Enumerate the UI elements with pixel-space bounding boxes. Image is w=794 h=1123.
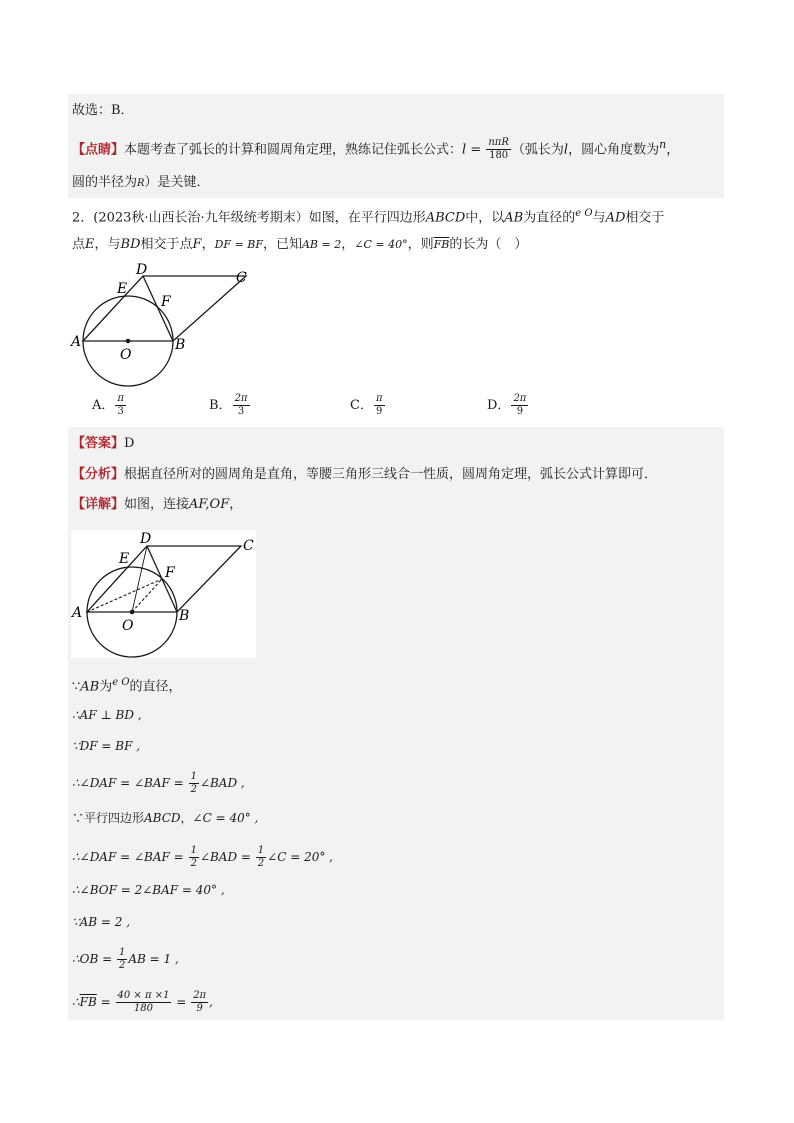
label-d: D	[140, 531, 152, 547]
option-c-den: 9	[376, 406, 383, 417]
arc-formula-fraction	[486, 137, 511, 162]
equals-2: =	[176, 995, 187, 1009]
half-fraction	[117, 947, 127, 972]
figure-background	[71, 530, 256, 658]
label-c: C	[236, 270, 247, 286]
answer-value: D	[124, 436, 135, 451]
because-symbol: ∵	[72, 679, 81, 695]
analysis-text: 根据直径所对的圆周角是直角，等腰三角形三线合一性质，圆周角定理，弧长公式计算即可．	[124, 467, 658, 482]
step-9-b: AB = 1 ,	[128, 952, 179, 966]
label-b: B	[175, 337, 186, 353]
option-b-num: 2π	[234, 393, 248, 404]
half-den-2: 2	[257, 858, 265, 869]
step-4-b: ∠BAD ,	[199, 776, 245, 790]
label-a: A	[71, 334, 82, 350]
half-den-1: 2	[190, 858, 197, 869]
option-a-num: π	[117, 393, 124, 404]
q2-point-e: E	[85, 237, 95, 252]
step-3: ∵DF = BF ,	[72, 739, 141, 753]
solution-band-bottom	[68, 427, 724, 1020]
final-choice: 故选：B．	[72, 103, 134, 118]
half-fraction-1	[189, 845, 199, 870]
step-6-c: ∠C = 20° ,	[267, 850, 333, 864]
option-c-letter: C．	[350, 398, 373, 413]
half-num: 1	[119, 947, 126, 958]
formula-lhs: l =	[462, 142, 482, 158]
step-5-a: ∵平行四边形	[72, 811, 145, 825]
final-choice-line	[72, 102, 134, 120]
option-c-fraction	[374, 393, 385, 418]
step-5	[72, 809, 258, 827]
dianjing-text: 本题考查了弧长的计算和圆周角定理，熟练记住弧长公式：	[124, 142, 463, 158]
step-5-abcd: ABCD	[144, 811, 181, 825]
q2-text-c: 为直径的	[523, 210, 576, 226]
dianjing-text-b: （弧长为	[511, 142, 564, 158]
answer-line	[72, 435, 134, 453]
label-f: F	[165, 565, 175, 581]
step-4-a: ∴∠DAF = ∠BAF =	[72, 776, 184, 790]
q2-text-b: 中，以	[465, 210, 505, 226]
center-dot	[130, 610, 135, 615]
option-d-letter: D．	[487, 398, 511, 413]
dianjing-text-f: ）是关键．	[144, 175, 210, 190]
option-a-den: 3	[117, 406, 124, 417]
label-b: B	[179, 608, 190, 624]
option-c-num: π	[375, 393, 383, 404]
option-b-den: 3	[237, 406, 245, 417]
q2-abcd: ABCD	[425, 210, 466, 226]
q2-text-i: ，	[201, 237, 215, 252]
detail-text: 如图，连接	[124, 497, 190, 512]
q2-arc-fb: $\overline{FB}$	[433, 238, 450, 251]
therefore-symbol: ∴	[72, 995, 80, 1009]
label-o: O	[122, 618, 134, 634]
option-d-den: 9	[516, 406, 524, 417]
q2-bd: BD	[120, 237, 141, 252]
half-fraction	[189, 771, 199, 796]
var-n: n	[659, 138, 667, 151]
label-c: C	[243, 538, 254, 554]
step-6-b: ∠BAD =	[199, 850, 251, 864]
label-a: A	[72, 605, 83, 621]
step-10-comma: ,	[209, 995, 213, 1009]
step-2: ∴AF ⊥ BD ,	[72, 708, 142, 722]
detail-tag: 【详解】	[72, 497, 125, 512]
dianjing-text-e: 圆的半径为	[72, 175, 138, 190]
q2-text-d: 与	[592, 210, 606, 226]
q2-angle-c: ∠C = 40°	[354, 238, 408, 251]
label-o: O	[120, 347, 132, 363]
step-10	[72, 990, 213, 1015]
label-e: E	[117, 281, 128, 297]
label-f: F	[161, 294, 171, 310]
q2-text-l: ，则	[407, 237, 434, 252]
arc-fb: $\overline{FB}$	[79, 995, 97, 1009]
step-9	[72, 947, 179, 972]
label-d: D	[136, 262, 148, 278]
dianjing-text-d: ，	[666, 142, 680, 158]
analysis-line	[72, 466, 657, 484]
step-9-a: ∴OB =	[72, 952, 113, 966]
arc-num: 40 × π ×1	[117, 990, 170, 1001]
option-d-fraction	[511, 393, 528, 418]
step-1-text: 为	[99, 679, 113, 695]
q2-ab-2: AB = 2	[301, 238, 342, 251]
option-b-fraction	[233, 393, 250, 418]
solution-figure	[71, 530, 256, 658]
formula-numerator: nπR	[488, 137, 509, 149]
step-5-comma: ，	[180, 811, 193, 825]
q2-text-g: ，与	[94, 237, 121, 252]
option-a-fraction	[115, 393, 126, 418]
circle-symbol: e O	[575, 208, 593, 219]
step-6-a: ∴∠DAF = ∠BAF =	[72, 850, 184, 864]
dianjing-tag: 【点睛】	[72, 142, 125, 158]
question-figure	[68, 262, 268, 392]
option-a-letter: A．	[92, 398, 115, 413]
result-fraction	[191, 990, 208, 1015]
half-den: 2	[119, 960, 126, 971]
dianjing-text-c: ，圆心角度数为	[568, 142, 660, 158]
q2-ad: AD	[605, 210, 626, 226]
step-1	[72, 674, 182, 696]
arc-length-fraction	[116, 990, 172, 1015]
detail-segments: AF,OF	[189, 497, 230, 512]
dianjing-line-2	[72, 174, 210, 193]
result-num: 2π	[193, 990, 207, 1001]
question-2-line-1	[72, 205, 664, 227]
question-2-line-2	[72, 236, 527, 254]
var-l: l	[563, 142, 569, 158]
q2-text-j: ，已知	[262, 237, 302, 252]
q2-text-k: ，	[341, 237, 355, 252]
step-6	[72, 845, 333, 870]
half-num-1: 1	[190, 845, 197, 856]
half-num-2: 1	[257, 845, 265, 856]
q2-text-m: 的长为（ ）	[449, 237, 528, 252]
q2-df-bf: DF = BF	[214, 238, 263, 251]
half-fraction-2	[256, 845, 266, 870]
step-1-text-b: 的直径，	[129, 679, 182, 695]
detail-text-b: ，	[229, 497, 243, 512]
var-r: R	[137, 178, 145, 189]
step-5-angle: ∠C = 40° ,	[192, 811, 259, 825]
option-b-letter: B．	[209, 398, 232, 413]
q2-text-a: 2．(2023秋·山西长治·九年级统考期末）如图，在平行四边形	[72, 210, 426, 226]
q2-ab: AB	[504, 210, 524, 226]
option-b[interactable]	[209, 393, 251, 418]
half-den: 2	[190, 784, 197, 795]
q2-point-f: F	[192, 237, 202, 252]
option-d-num: 2π	[513, 393, 527, 404]
label-e: E	[119, 551, 130, 567]
detail-line	[72, 496, 242, 514]
circle-symbol: e O	[112, 677, 130, 688]
dianjing-line	[72, 136, 679, 162]
result-den: 9	[196, 1003, 203, 1014]
q2-text-h: 相交于点	[140, 237, 193, 252]
option-c[interactable]	[350, 393, 386, 418]
step-1-ab: AB	[80, 679, 100, 695]
equals-1: =	[100, 995, 111, 1009]
arc-den: 180	[133, 1003, 154, 1014]
option-a[interactable]	[92, 393, 127, 418]
formula-denominator: 180	[489, 150, 509, 162]
q2-text-f: 点	[72, 237, 86, 252]
center-dot	[126, 339, 131, 344]
step-8: ∵AB = 2 ,	[72, 915, 131, 929]
option-d[interactable]	[487, 393, 529, 418]
q2-text-e: 相交于	[625, 210, 665, 226]
answer-tag: 【答案】	[72, 436, 125, 451]
step-7: ∴∠BOF = 2∠BAF = 40° ,	[72, 883, 225, 897]
step-4	[72, 771, 245, 796]
half-num: 1	[190, 771, 197, 782]
analysis-tag: 【分析】	[72, 467, 125, 482]
